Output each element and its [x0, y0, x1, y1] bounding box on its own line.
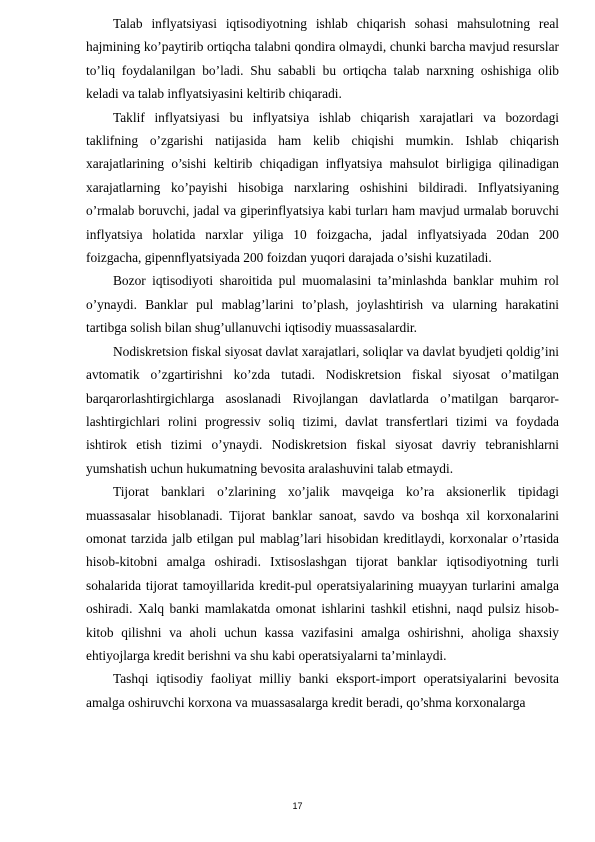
- paragraph-demand-inflation: Talab inflyatsiyasi iqtisodiyotning ishlab chiqarish sohasi mahsulotning real hajmining ko’paytirib ortiqcha talabni qondira olmaydi, chunki barcha mavjud resurslar to’liq foydalanilgan bo’ladi. Shu sababli bu ortiqcha talab narxning oshishiga olib keladi va talab inflyatsiyasini keltirib chiqaradi.: [86, 16, 559, 102]
- page-number: 17: [292, 801, 303, 811]
- paragraph-nondiscretionary-fiscal-policy: Nodiskretsion fiskal siyosat davlat xarajatlari, soliqlar va davlat byudjeti qoldig’ini avtomatik o’zgartirishni ko’zda tutadi. Nodiskretsion fiskal siyosat o’matilgan barqarorlashtirgichlarga asoslanadi Rivojlangan davlatlarda o’matilgan barqaror-lashtirgichlari rolini progressiv soliq tizimi, davlat transfertlari tizimi va foydada ishtirok etish tizimi o’ynaydi. Nodiskretsion fiskal siyosat davriy tebranishlarni yumshatish uchun hukumatning bevosita aralashuvini talab etmaydi.: [86, 343, 559, 476]
- paragraph-banks-role: Bozor iqtisodiyoti sharoitida pul muomalasini ta’minlashda banklar muhim rol o’ynaydi. Banklar pul mablag’larini to’plash, joylashtirish va ularning harakatini tartibga solish bilan shug’ullanuvchi iqtisodiy muassasalardir.: [86, 273, 559, 336]
- document-page: [86, 12, 559, 714]
- paragraph-commercial-banks: Tijorat banklari o’zlarining xo’jalik mavqeiga ko’ra aksionerlik tipidagi muassasalar hisoblanadi. Tijorat banklar sanoat, savdo va boshqa xil korxonalarini omonat tarzida jalb etilgan pul mablag’lari hisobidan kreditlaydi, korxonalar o’rtasida hisob-kitobni amalga oshiradi. Ixtisoslashgan tijorat banklar iqtisodiyotning turli sohalarida tijorat tamoyillarida kredit-pul operatsiyalarining muayyan turlarini amalga oshiradi. Xalq banki mamlakatda omonat ishlarini tashkil etishni, naqd pulsiz hisob-kitob qilishni va aholi uchun kassa vazifasini amalga oshirishni, aholiga shaxsiy ehtiyojlarga kredit berishni va shu kabi operatsiyalarni ta’minlaydi.: [86, 484, 559, 663]
- paragraph-foreign-economic-bank: Tashqi iqtisodiy faoliyat milliy banki eksport-import operatsiyalarini bevosita amalga oshiruvchi korxona va muassasalarga kredit beradi, qo’shma korxonalarga: [86, 671, 559, 710]
- paragraph-supply-inflation: Taklif inflyatsiyasi bu inflyatsiya ishlab chiqarish xarajatlari va bozordagi taklifning o’zgarishi natijasida ham kelib chiqishi mumkin. Ishlab chiqarish xarajatlarining o’sishi keltirib chiqadigan inflyatsiya mahsulot birligiga qilinadigan xarajatlarning ko’payishi hisobiga narxlaring oshishini bildiradi. Inflyatsiyaning o’rmalab boruvchi, jadal va giperinflyatsiya kabi turları ham mavjud urmalab boruvchi inflyatsiya holatida narxlar yiliga 10 foizgacha, jadal inflyatsiyada 20dan 200 foizgacha, gipennflyatsiyada 200 foizdan yuqori darajada o’sishi kuzatiladi.: [86, 109, 559, 266]
